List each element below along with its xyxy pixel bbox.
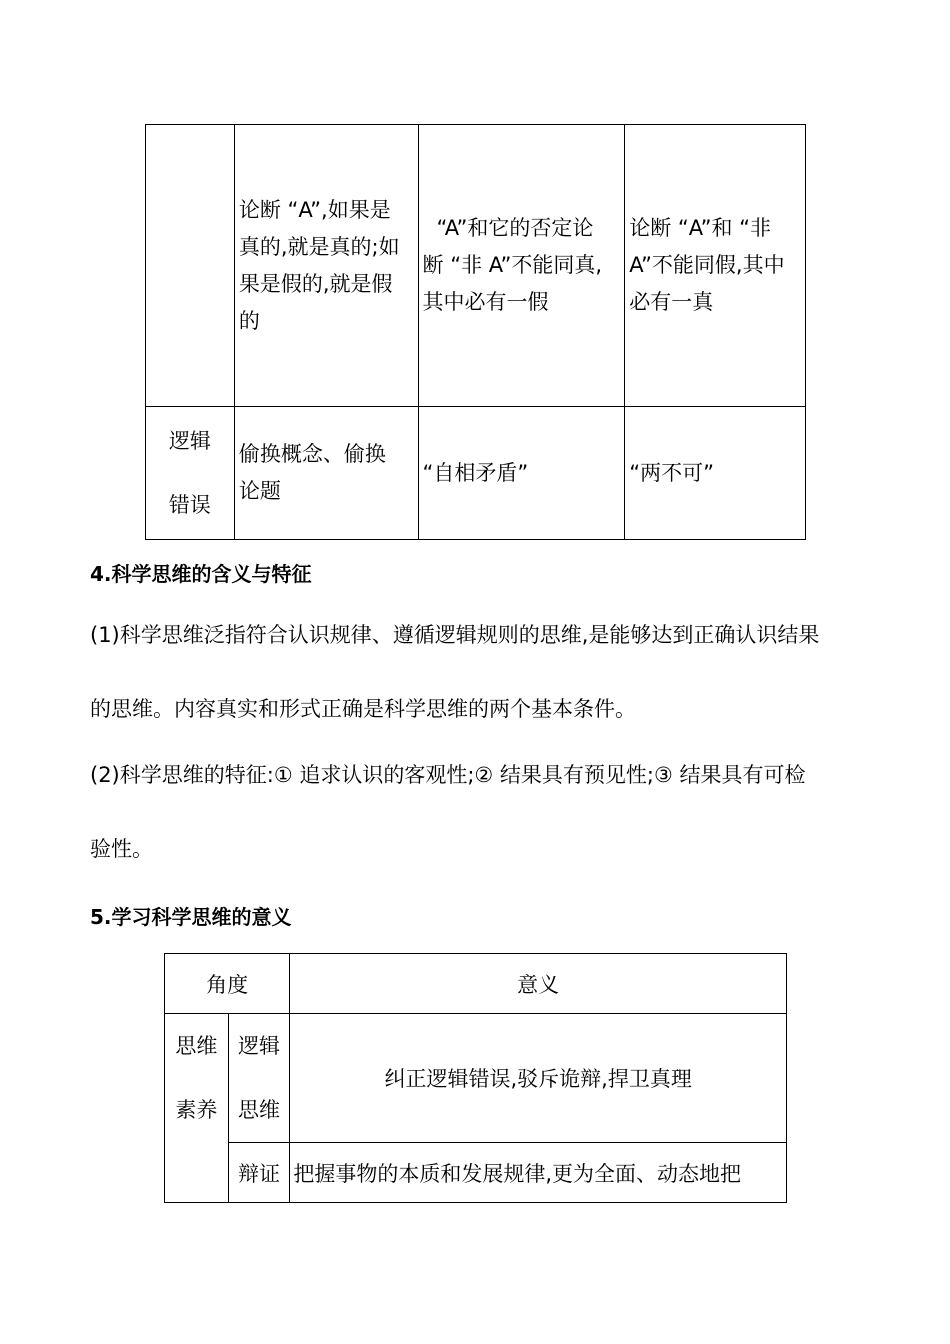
- section-5-title: 5.学习科学思维的意义: [90, 905, 292, 929]
- logic-error-identity-cell: [234, 407, 418, 540]
- sub-cell-logic-thinking: [228, 1014, 290, 1143]
- meaning-cell-dialectic: 把握事物的本质和发展规律,更为全面、动态地把: [290, 1143, 787, 1203]
- meaning-cell-logic: 纠正逻辑错误,驳斥诡辩,捍卫真理: [290, 1014, 787, 1143]
- cell-line: 论题: [238, 479, 281, 503]
- cell-line: 思维: [175, 1034, 218, 1058]
- cell-line: 的: [238, 308, 260, 333]
- section-4-paragraph-2: [90, 738, 870, 886]
- contradiction-content-cell: [418, 125, 625, 407]
- cell-line: 逻辑: [237, 1034, 280, 1058]
- cell-line: “A”和它的否定论: [436, 216, 594, 240]
- logic-error-excluded-middle-cell: “两不可”: [625, 407, 806, 540]
- table-row: [165, 1014, 787, 1143]
- table-row: [165, 1143, 787, 1203]
- cell-line: 思维: [237, 1098, 280, 1122]
- cell-line: 其中必有一假: [422, 290, 549, 314]
- cell-line: 必有一真: [629, 290, 714, 314]
- table-cell-empty: [146, 125, 235, 407]
- significance-table: [164, 953, 787, 1203]
- cell-line: A”不能同假,其中: [629, 253, 785, 277]
- logic-error-label-cell: [146, 407, 235, 540]
- group-cell-thinking-literacy: [165, 1014, 229, 1203]
- table-row: [146, 125, 806, 407]
- cell-line: 论断 “A”和 “非: [629, 216, 772, 240]
- paragraph-line: (2)科学思维的特征:① 追求认识的客观性;② 结果具有预见性;③ 结果具有可检: [90, 763, 806, 787]
- logic-law-table: [145, 124, 806, 540]
- cell-line: 错误: [168, 493, 211, 517]
- paragraph-line: 的思维。内容真实和形式正确是科学思维的两个基本条件。: [90, 697, 636, 721]
- cell-line: 断 “非 A”不能同真,: [422, 253, 603, 277]
- cell-line: 果是假的,就是假: [238, 271, 393, 296]
- header-meaning: 意义: [290, 954, 787, 1014]
- table-row: [146, 407, 806, 540]
- cell-line: 偷换概念、偷换: [238, 442, 386, 466]
- cell-line: 论断 “A”,如果是: [238, 197, 391, 222]
- logic-error-contradiction-cell: “自相矛盾”: [418, 407, 625, 540]
- cell-line: 逻辑: [168, 429, 211, 453]
- paragraph-line: (1)科学思维泛指符合认识规律、遵循逻辑规则的思维,是能够达到正确认识结果: [90, 623, 820, 647]
- cell-line: 真的,就是真的;如: [238, 234, 400, 259]
- cell-line: 素养: [175, 1098, 218, 1122]
- table-header-row: [165, 954, 787, 1014]
- law-content-cell: [234, 125, 418, 407]
- sub-cell-dialectic: 辩证: [228, 1143, 290, 1203]
- section-4-title: 4.科学思维的含义与特征: [90, 562, 312, 586]
- excluded-middle-content-cell: [625, 125, 806, 407]
- section-4-paragraph-1: [90, 598, 870, 746]
- paragraph-line: 验性。: [90, 837, 153, 861]
- header-angle: 角度: [165, 954, 290, 1014]
